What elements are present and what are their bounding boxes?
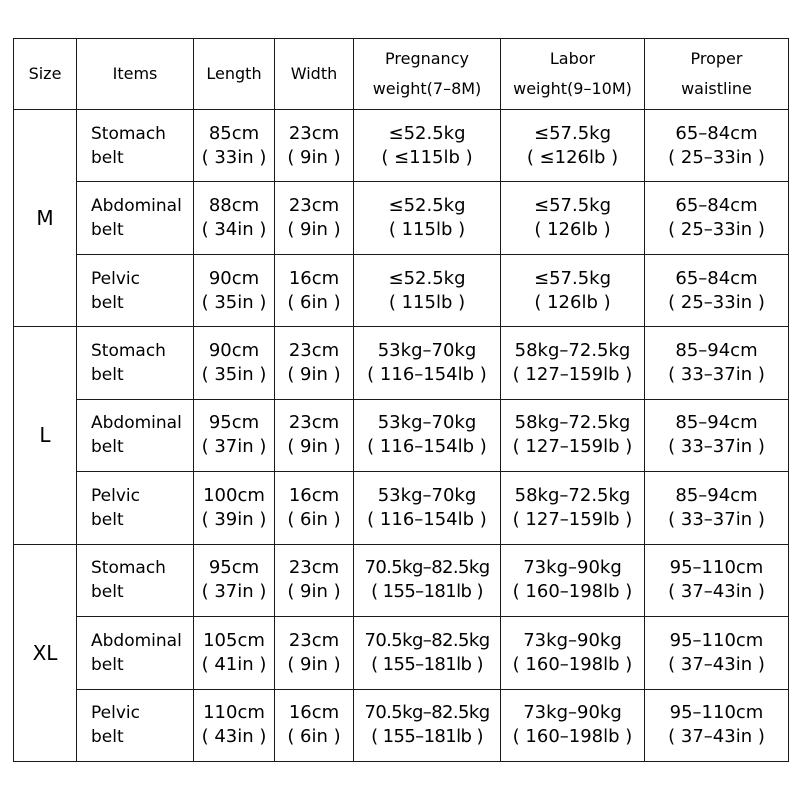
waistline-value-line: ( 33–37in ) xyxy=(668,364,765,386)
item-cell xyxy=(77,617,194,689)
pregnancy-value-line: 70.5kg–82.5kg xyxy=(364,702,490,724)
length-value-line: ( 37in ) xyxy=(201,581,267,603)
item-cell xyxy=(77,399,194,471)
width-value-line: 23cm xyxy=(288,122,340,144)
waistline-value-line: ( 37–43in ) xyxy=(668,581,765,603)
width-value-line: 23cm xyxy=(288,195,340,217)
waistline-value-line: 95–110cm xyxy=(669,557,764,579)
pregnancy-value-line: 53kg–70kg xyxy=(377,340,477,362)
item-label-line: belt xyxy=(91,727,124,748)
pregnancy-value-line: 70.5kg–82.5kg xyxy=(364,629,490,651)
width-value-line: 16cm xyxy=(288,484,340,506)
width-value-line: 16cm xyxy=(288,702,340,724)
labor-value-line: ( 127–159lb ) xyxy=(512,436,633,458)
width-cell xyxy=(275,617,354,689)
length-value-line: 110cm xyxy=(203,702,265,724)
item-cell xyxy=(77,327,194,399)
width-value-line: 16cm xyxy=(288,267,340,289)
length-cell xyxy=(194,617,275,689)
waistline-cell xyxy=(645,689,789,762)
length-value-line: 90cm xyxy=(208,267,260,289)
item-cell xyxy=(77,544,194,616)
header-items: Items xyxy=(77,39,194,110)
item-label-line: belt xyxy=(91,654,124,675)
header-size: Size xyxy=(14,39,77,110)
width-cell xyxy=(275,399,354,471)
waistline-value-line: ( 33–37in ) xyxy=(668,508,765,530)
waistline-cell xyxy=(645,327,789,399)
labor-value-line: 58kg–72.5kg xyxy=(514,412,631,434)
waistline-cell xyxy=(645,182,789,254)
table-row xyxy=(14,399,789,471)
pregnancy-value-line: ( 116–154lb ) xyxy=(367,364,487,386)
width-value-line: ( 9in ) xyxy=(287,219,341,241)
pregnancy-cell xyxy=(354,544,501,616)
labor-value-line: ≤57.5kg xyxy=(533,122,611,144)
length-cell xyxy=(194,544,275,616)
width-cell xyxy=(275,472,354,544)
pregnancy-value-line: ( 155–181lb ) xyxy=(371,581,483,603)
waistline-value-line: ( 37–43in ) xyxy=(668,653,765,675)
length-cell xyxy=(194,254,275,326)
width-cell xyxy=(275,110,354,182)
labor-value-line: ( 126lb ) xyxy=(534,219,611,241)
length-value-line: 85cm xyxy=(208,122,260,144)
pregnancy-cell xyxy=(354,254,501,326)
width-value-line: ( 9in ) xyxy=(287,581,341,603)
length-value-line: 95cm xyxy=(208,557,260,579)
waistline-value-line: ( 37–43in ) xyxy=(668,726,765,748)
width-cell xyxy=(275,254,354,326)
labor-value-line: ( 160–198lb ) xyxy=(512,726,633,748)
width-value-line: 23cm xyxy=(288,340,340,362)
length-cell xyxy=(194,110,275,182)
waistline-value-line: ( 25–33in ) xyxy=(668,219,765,241)
pregnancy-cell xyxy=(354,399,501,471)
header-width: Width xyxy=(275,39,354,110)
labor-value-line: 73kg–90kg xyxy=(523,629,622,651)
labor-cell xyxy=(501,617,645,689)
waistline-value-line: ( 25–33in ) xyxy=(668,146,765,168)
waistline-cell xyxy=(645,617,789,689)
pregnancy-cell xyxy=(354,617,501,689)
labor-cell xyxy=(501,472,645,544)
width-value-line: 23cm xyxy=(288,412,340,434)
pregnancy-value-line: ( 155–181lb ) xyxy=(371,726,483,748)
item-label-line: belt xyxy=(91,220,124,241)
header-proper-waistline: Proper waistline xyxy=(645,39,789,110)
pregnancy-cell xyxy=(354,472,501,544)
header-row xyxy=(14,39,789,110)
table-row xyxy=(14,182,789,254)
pregnancy-cell xyxy=(354,182,501,254)
size-cell: M xyxy=(14,110,77,327)
labor-value-line: 73kg–90kg xyxy=(523,557,622,579)
length-cell xyxy=(194,472,275,544)
size-cell: L xyxy=(14,327,77,544)
pregnancy-cell xyxy=(354,689,501,762)
labor-cell xyxy=(501,182,645,254)
item-label-line: Pelvic xyxy=(91,268,140,289)
length-value-line: ( 41in ) xyxy=(201,653,267,675)
width-value-line: ( 9in ) xyxy=(287,146,341,168)
item-label-line: Abdominal xyxy=(91,630,182,651)
table-row xyxy=(14,110,789,182)
width-value-line: ( 9in ) xyxy=(287,653,341,675)
table-row xyxy=(14,544,789,616)
labor-value-line: ( 160–198lb ) xyxy=(512,581,633,603)
waistline-value-line: 65–84cm xyxy=(675,267,758,289)
item-label-line: belt xyxy=(91,509,124,530)
length-cell xyxy=(194,182,275,254)
labor-cell xyxy=(501,399,645,471)
item-label-line: Stomach xyxy=(91,123,166,144)
length-value-line: ( 33in ) xyxy=(201,146,267,168)
pregnancy-value-line: ≤52.5kg xyxy=(388,195,466,217)
labor-cell xyxy=(501,544,645,616)
length-value-line: 105cm xyxy=(203,629,265,651)
width-cell xyxy=(275,544,354,616)
waistline-value-line: 85–94cm xyxy=(675,340,758,362)
pregnancy-value-line: ≤52.5kg xyxy=(388,267,466,289)
length-value-line: 100cm xyxy=(203,484,265,506)
item-label-line: Abdominal xyxy=(91,413,182,434)
pregnancy-value-line: 53kg–70kg xyxy=(377,412,477,434)
labor-value-line: ( ≤126lb ) xyxy=(526,146,619,168)
item-label-line: belt xyxy=(91,582,124,603)
pregnancy-value-line: ≤52.5kg xyxy=(388,122,466,144)
header-labor-weight: Labor weight(9–10M) xyxy=(501,39,645,110)
labor-value-line: ≤57.5kg xyxy=(533,195,611,217)
width-value-line: ( 6in ) xyxy=(287,508,341,530)
length-value-line: 88cm xyxy=(208,195,260,217)
table-row xyxy=(14,689,789,762)
length-value-line: 90cm xyxy=(208,340,260,362)
length-value-line: ( 35in ) xyxy=(201,291,267,313)
table-body xyxy=(14,110,789,762)
width-value-line: 23cm xyxy=(288,557,340,579)
labor-cell xyxy=(501,110,645,182)
item-cell xyxy=(77,110,194,182)
item-label-line: belt xyxy=(91,437,124,458)
waistline-cell xyxy=(645,110,789,182)
item-label-line: belt xyxy=(91,147,124,168)
table-row xyxy=(14,472,789,544)
waistline-cell xyxy=(645,472,789,544)
width-value-line: ( 9in ) xyxy=(287,436,341,458)
pregnancy-cell xyxy=(354,327,501,399)
item-cell xyxy=(77,182,194,254)
pregnancy-value-line: ( 116–154lb ) xyxy=(367,436,487,458)
length-value-line: ( 43in ) xyxy=(201,726,267,748)
length-value-line: ( 37in ) xyxy=(201,436,267,458)
size-chart-table xyxy=(13,38,789,762)
item-label-line: belt xyxy=(91,292,124,313)
pregnancy-value-line: 53kg–70kg xyxy=(377,484,477,506)
waistline-value-line: 95–110cm xyxy=(669,629,764,651)
item-cell xyxy=(77,254,194,326)
waistline-value-line: ( 33–37in ) xyxy=(668,436,765,458)
item-label-line: Pelvic xyxy=(91,703,140,724)
waistline-cell xyxy=(645,399,789,471)
table-row xyxy=(14,254,789,326)
labor-value-line: 73kg–90kg xyxy=(523,702,622,724)
waistline-cell xyxy=(645,254,789,326)
item-cell xyxy=(77,689,194,762)
length-cell xyxy=(194,399,275,471)
width-value-line: ( 6in ) xyxy=(287,291,341,313)
table-row xyxy=(14,327,789,399)
item-label-line: Pelvic xyxy=(91,485,140,506)
pregnancy-value-line: ( 115lb ) xyxy=(388,219,466,241)
waistline-value-line: 85–94cm xyxy=(675,484,758,506)
header-pregnancy-weight: Pregnancy weight(7–8M) xyxy=(354,39,501,110)
item-label-line: Abdominal xyxy=(91,196,182,217)
header-length: Length xyxy=(194,39,275,110)
length-value-line: ( 35in ) xyxy=(201,364,267,386)
labor-value-line: ( 127–159lb ) xyxy=(512,364,633,386)
pregnancy-value-line: ( 155–181lb ) xyxy=(371,653,483,675)
labor-value-line: 58kg–72.5kg xyxy=(514,340,631,362)
labor-cell xyxy=(501,254,645,326)
table-row xyxy=(14,617,789,689)
labor-value-line: ( 126lb ) xyxy=(534,291,611,313)
labor-value-line: ≤57.5kg xyxy=(533,267,611,289)
width-value-line: 23cm xyxy=(288,629,340,651)
pregnancy-value-line: ( ≤115lb ) xyxy=(381,146,473,168)
pregnancy-value-line: 70.5kg–82.5kg xyxy=(364,557,490,579)
pregnancy-cell xyxy=(354,110,501,182)
item-label-line: Stomach xyxy=(91,558,166,579)
labor-value-line: ( 160–198lb ) xyxy=(512,653,633,675)
length-value-line: ( 39in ) xyxy=(201,508,267,530)
length-value-line: 95cm xyxy=(208,412,260,434)
waistline-value-line: 65–84cm xyxy=(675,122,758,144)
labor-value-line: 58kg–72.5kg xyxy=(514,484,631,506)
pregnancy-value-line: ( 116–154lb ) xyxy=(367,508,487,530)
waistline-value-line: 95–110cm xyxy=(669,702,764,724)
waistline-value-line: 65–84cm xyxy=(675,195,758,217)
item-cell xyxy=(77,472,194,544)
length-value-line: ( 34in ) xyxy=(201,219,267,241)
pregnancy-value-line: ( 115lb ) xyxy=(388,291,466,313)
width-value-line: ( 6in ) xyxy=(287,726,341,748)
width-value-line: ( 9in ) xyxy=(287,364,341,386)
waistline-cell xyxy=(645,544,789,616)
waistline-value-line: 85–94cm xyxy=(675,412,758,434)
waistline-value-line: ( 25–33in ) xyxy=(668,291,765,313)
labor-cell xyxy=(501,327,645,399)
item-label-line: belt xyxy=(91,365,124,386)
width-cell xyxy=(275,327,354,399)
width-cell xyxy=(275,689,354,762)
length-cell xyxy=(194,327,275,399)
width-cell xyxy=(275,182,354,254)
item-label-line: Stomach xyxy=(91,341,166,362)
length-cell xyxy=(194,689,275,762)
size-cell: XL xyxy=(14,544,77,761)
labor-cell xyxy=(501,689,645,762)
labor-value-line: ( 127–159lb ) xyxy=(512,508,633,530)
